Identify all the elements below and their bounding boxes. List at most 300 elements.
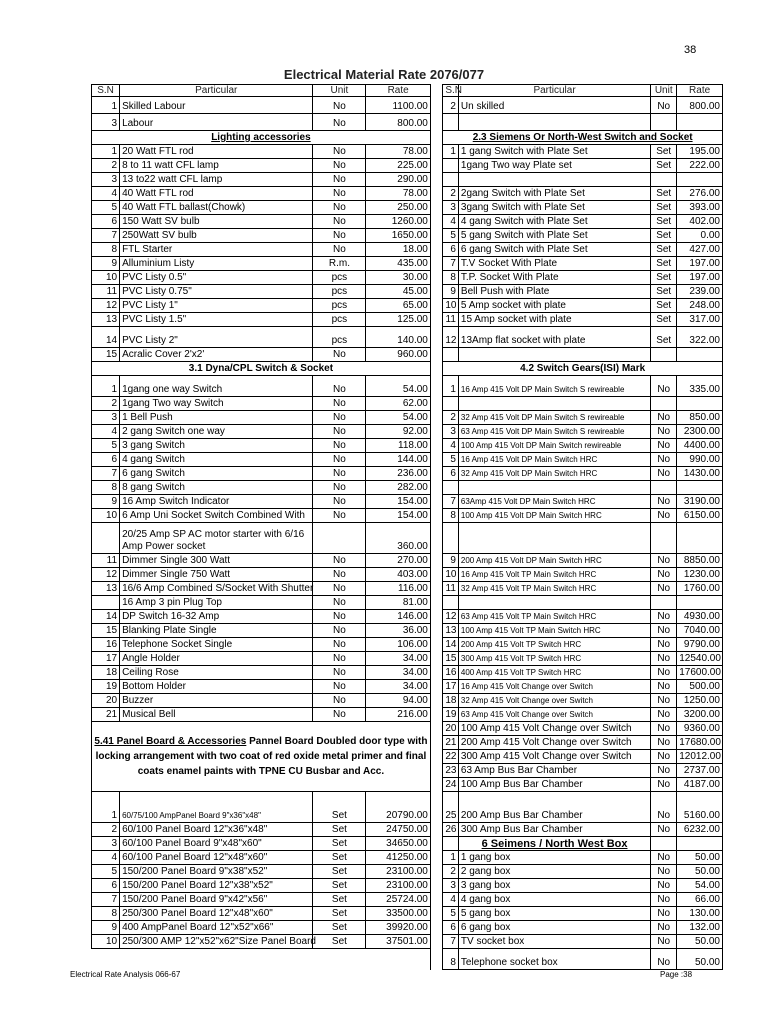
left-particular-cell: Ceiling Rose xyxy=(120,666,313,680)
left-rate-cell: 62.00 xyxy=(366,397,430,411)
right-rate-cell xyxy=(677,596,723,610)
column-gap xyxy=(430,879,442,893)
right-rate-cell xyxy=(677,481,723,495)
right-rate-cell: 7040.00 xyxy=(677,624,723,638)
column-gap xyxy=(430,229,442,243)
right-sn-cell xyxy=(443,173,459,187)
left-particular-cell: 60/100 Panel Board 9"x48"x60" xyxy=(120,837,313,851)
left-particular-cell: Blanking Plate Single xyxy=(120,624,313,638)
right-header-unit: Unit xyxy=(651,85,677,97)
right-sn-cell: 3 xyxy=(443,201,459,215)
right-unit-cell xyxy=(651,596,677,610)
left-sn-cell: 9 xyxy=(92,495,120,509)
left-empty xyxy=(92,949,431,970)
right-sn-cell: 4 xyxy=(443,215,459,229)
right-particular-cell: 63 Amp 415 Volt DP Main Switch S rewireable xyxy=(458,425,650,439)
table-row xyxy=(92,509,723,523)
right-sn-cell: 21 xyxy=(443,736,459,750)
right-rate-cell: 1430.00 xyxy=(677,467,723,481)
right-particular-cell: 13Amp flat socket with plate xyxy=(458,327,650,348)
right-unit-cell: No xyxy=(651,907,677,921)
left-rate-cell: 154.00 xyxy=(366,509,430,523)
right-rate-cell: 50.00 xyxy=(677,949,723,970)
left-rate-cell: 140.00 xyxy=(366,327,430,348)
right-sn-cell: 13 xyxy=(443,624,459,638)
column-gap xyxy=(430,624,442,638)
right-rate-cell: 1230.00 xyxy=(677,568,723,582)
left-rate-cell: 36.00 xyxy=(366,624,430,638)
right-particular-cell xyxy=(458,173,650,187)
table-row xyxy=(92,680,723,694)
left-unit-cell: No xyxy=(313,652,366,666)
table-row xyxy=(92,285,723,299)
left-particular-cell: 13 to22 watt CFL lamp xyxy=(120,173,313,187)
left-particular-cell: PVC Listy 0.75" xyxy=(120,285,313,299)
right-sn-cell: 12 xyxy=(443,327,459,348)
left-unit-cell: pcs xyxy=(313,327,366,348)
right-sn-cell: 2 xyxy=(443,411,459,425)
left-unit-cell: No xyxy=(313,114,366,131)
left-particular-cell: 4 gang Switch xyxy=(120,453,313,467)
left-particular-cell: Labour xyxy=(120,114,313,131)
left-sn-cell: 10 xyxy=(92,935,120,949)
table-row xyxy=(92,582,723,596)
right-unit-cell: No xyxy=(651,823,677,837)
column-gap xyxy=(430,509,442,523)
right-particular-cell xyxy=(458,397,650,411)
right-sn-cell: 10 xyxy=(443,568,459,582)
right-sn-cell: 5 xyxy=(443,907,459,921)
footer-right: Page :38 xyxy=(660,970,693,979)
right-sn-cell: 12 xyxy=(443,610,459,624)
right-rate-cell: 197.00 xyxy=(677,271,723,285)
table-row xyxy=(92,257,723,271)
left-rate-cell: 33500.00 xyxy=(366,907,430,921)
right-rate-cell: 197.00 xyxy=(677,257,723,271)
right-unit-cell: Set xyxy=(651,215,677,229)
right-sn-cell: 6 xyxy=(443,467,459,481)
table-row xyxy=(92,935,723,949)
right-particular-cell xyxy=(458,114,650,131)
left-rate-cell: 960.00 xyxy=(366,348,430,362)
column-gap xyxy=(430,159,442,173)
left-sn-cell: 2 xyxy=(92,823,120,837)
right-particular-cell: 1 gang Switch with Plate Set xyxy=(458,145,650,159)
right-rate-cell: 1250.00 xyxy=(677,694,723,708)
left-particular-cell: 6 Amp Uni Socket Switch Combined With xyxy=(120,509,313,523)
right-unit-cell: No xyxy=(651,694,677,708)
table-row xyxy=(92,554,723,568)
left-unit-cell: No xyxy=(313,666,366,680)
table-row xyxy=(92,376,723,397)
left-particular-cell: Musical Bell xyxy=(120,708,313,722)
left-rate-cell: 78.00 xyxy=(366,187,430,201)
table-row xyxy=(92,949,723,970)
left-rate-cell: 45.00 xyxy=(366,285,430,299)
right-particular-cell: 100 Amp 415 Volt DP Main Switch HRC xyxy=(458,509,650,523)
left-rate-cell: 25724.00 xyxy=(366,893,430,907)
right-unit-cell: Set xyxy=(651,271,677,285)
left-unit-cell: No xyxy=(313,229,366,243)
column-gap xyxy=(430,792,442,823)
column-gap xyxy=(430,348,442,362)
right-unit-cell: No xyxy=(651,568,677,582)
left-rate-cell: 23100.00 xyxy=(366,865,430,879)
right-particular-cell: 200 Amp Bus Bar Chamber xyxy=(458,792,650,823)
left-unit-cell: pcs xyxy=(313,299,366,313)
right-sn-cell: 7 xyxy=(443,257,459,271)
left-unit-cell: Set xyxy=(313,879,366,893)
left-rate-cell: 18.00 xyxy=(366,243,430,257)
table-row xyxy=(92,313,723,327)
right-rate-cell: 1760.00 xyxy=(677,582,723,596)
left-sn-cell: 4 xyxy=(92,851,120,865)
table-row xyxy=(92,425,723,439)
right-header-particular: Particular xyxy=(458,85,650,97)
left-unit-cell: No xyxy=(313,97,366,114)
left-rate-cell: 1260.00 xyxy=(366,215,430,229)
right-particular-cell xyxy=(458,481,650,495)
right-unit-cell: Set xyxy=(651,187,677,201)
right-unit-cell: Set xyxy=(651,145,677,159)
left-rate-cell: 360.00 xyxy=(366,523,430,554)
left-rate-cell: 106.00 xyxy=(366,638,430,652)
right-rate-cell: 6232.00 xyxy=(677,823,723,837)
left-sn-cell: 2 xyxy=(92,397,120,411)
right-rate-cell: 50.00 xyxy=(677,865,723,879)
left-particular-cell: Telephone Socket Single xyxy=(120,638,313,652)
right-particular-cell: 6 gang box xyxy=(458,921,650,935)
left-rate-cell: 65.00 xyxy=(366,299,430,313)
right-particular-cell: 16 Amp 415 Volt DP Main Switch HRC xyxy=(458,453,650,467)
right-unit-cell: No xyxy=(651,425,677,439)
column-gap xyxy=(430,411,442,425)
left-unit-cell: No xyxy=(313,411,366,425)
left-rate-cell: 1650.00 xyxy=(366,229,430,243)
right-particular-cell: TV socket box xyxy=(458,935,650,949)
right-particular-cell: 200 Amp 415 Volt DP Main Switch HRC xyxy=(458,554,650,568)
left-unit-cell: R.m. xyxy=(313,257,366,271)
column-gap xyxy=(430,851,442,865)
table-row xyxy=(92,596,723,610)
right-sn-cell: 15 xyxy=(443,652,459,666)
column-gap xyxy=(430,568,442,582)
rate-table xyxy=(91,84,723,970)
column-gap xyxy=(430,131,442,145)
column-gap xyxy=(430,554,442,568)
left-unit-cell: No xyxy=(313,568,366,582)
left-particular-cell: 150/200 Panel Board 12"x38"x52" xyxy=(120,879,313,893)
right-unit-cell: Set xyxy=(651,159,677,173)
column-gap xyxy=(430,907,442,921)
right-rate-cell: 3200.00 xyxy=(677,708,723,722)
left-particular-cell: PVC Listy 2" xyxy=(120,327,313,348)
right-rate-cell: 50.00 xyxy=(677,935,723,949)
right-sn-cell: 1 xyxy=(443,376,459,397)
left-particular-cell: 16 Amp 3 pin Plug Top xyxy=(120,596,313,610)
left-sn-cell: 15 xyxy=(92,624,120,638)
right-rate-cell: 12540.00 xyxy=(677,652,723,666)
left-particular-cell: 60/75/100 AmpPanel Board 9"x36"x48" xyxy=(120,792,313,823)
right-unit-cell: Set xyxy=(651,313,677,327)
right-rate-cell: 317.00 xyxy=(677,313,723,327)
left-unit-cell: Set xyxy=(313,823,366,837)
right-rate-cell: 9790.00 xyxy=(677,638,723,652)
left-sn-cell: 5 xyxy=(92,865,120,879)
right-rate-cell: 402.00 xyxy=(677,215,723,229)
right-unit-cell: No xyxy=(651,764,677,778)
table-row xyxy=(92,495,723,509)
right-particular-cell: 63Amp 415 Volt DP Main Switch HRC xyxy=(458,495,650,509)
left-particular-cell: 150 Watt SV bulb xyxy=(120,215,313,229)
right-unit-cell: No xyxy=(651,610,677,624)
right-unit-cell: No xyxy=(651,624,677,638)
left-header-rate: Rate xyxy=(366,85,430,97)
left-particular-cell: 40 Watt FTL rod xyxy=(120,187,313,201)
right-particular-cell: 200 Amp 415 Volt TP Switch HRC xyxy=(458,638,650,652)
right-unit-cell xyxy=(651,114,677,131)
section-heading-right: 4.2 Switch Gears(ISI) Mark xyxy=(443,362,723,376)
left-rate-cell: 39920.00 xyxy=(366,921,430,935)
left-unit-cell: Set xyxy=(313,921,366,935)
right-particular-cell xyxy=(458,348,650,362)
right-particular-cell: 3gang Switch with Plate Set xyxy=(458,201,650,215)
column-gap xyxy=(430,523,442,554)
left-particular-cell: 40 Watt FTL ballast(Chowk) xyxy=(120,201,313,215)
footer-left: Electrical Rate Analysis 066-67 xyxy=(70,970,181,979)
left-unit-cell: No xyxy=(313,596,366,610)
left-unit-cell: No xyxy=(313,348,366,362)
left-sn-cell: 6 xyxy=(92,453,120,467)
right-unit-cell: No xyxy=(651,893,677,907)
right-unit-cell xyxy=(651,523,677,554)
left-rate-cell: 216.00 xyxy=(366,708,430,722)
right-sn-cell: 16 xyxy=(443,666,459,680)
right-sn-cell: 6 xyxy=(443,243,459,257)
left-unit-cell: No xyxy=(313,376,366,397)
left-sn-cell: 3 xyxy=(92,411,120,425)
left-particular-cell: Bottom Holder xyxy=(120,680,313,694)
column-gap xyxy=(430,187,442,201)
left-rate-cell: 154.00 xyxy=(366,495,430,509)
section-heading-right: 6 Seimens / North West Box xyxy=(458,837,650,851)
left-sn-cell: 13 xyxy=(92,582,120,596)
left-unit-cell: No xyxy=(313,624,366,638)
right-particular-cell: T.P. Socket With Plate xyxy=(458,271,650,285)
left-rate-cell: 30.00 xyxy=(366,271,430,285)
right-particular-cell: 400 Amp 415 Volt TP Switch HRC xyxy=(458,666,650,680)
right-sn-cell: 2 xyxy=(443,97,459,114)
column-gap xyxy=(430,201,442,215)
column-gap xyxy=(430,299,442,313)
right-particular-cell: 100 Amp Bus Bar Chamber xyxy=(458,778,650,792)
right-sn-cell: 7 xyxy=(443,935,459,949)
left-particular-cell: 3 gang Switch xyxy=(120,439,313,453)
left-unit-cell: No xyxy=(313,481,366,495)
left-rate-cell: 20790.00 xyxy=(366,792,430,823)
column-gap xyxy=(430,376,442,397)
left-rate-cell: 37501.00 xyxy=(366,935,430,949)
column-gap xyxy=(430,495,442,509)
column-gap xyxy=(430,145,442,159)
right-rate-cell: 0.00 xyxy=(677,229,723,243)
left-sn-cell: 1 xyxy=(92,376,120,397)
right-sn-cell: 26 xyxy=(443,823,459,837)
right-sn-cell: 8 xyxy=(443,271,459,285)
left-sn-cell: 7 xyxy=(92,467,120,481)
right-unit-cell: Set xyxy=(651,257,677,271)
right-sn-cell xyxy=(443,837,459,851)
section-row xyxy=(92,131,723,145)
left-unit-cell: No xyxy=(313,453,366,467)
right-unit-cell: Set xyxy=(651,243,677,257)
left-sn-cell: 1 xyxy=(92,792,120,823)
right-rate-cell: 322.00 xyxy=(677,327,723,348)
table-row xyxy=(92,893,723,907)
left-rate-cell: 403.00 xyxy=(366,568,430,582)
column-gap xyxy=(430,666,442,680)
right-particular-cell: 16 Amp 415 Volt DP Main Switch S rewireable xyxy=(458,376,650,397)
column-gap xyxy=(430,481,442,495)
right-rate-cell: 4187.00 xyxy=(677,778,723,792)
column-gap xyxy=(430,453,442,467)
table-row xyxy=(92,523,723,554)
right-particular-cell: 4 gang Switch with Plate Set xyxy=(458,215,650,229)
right-sn-cell: 17 xyxy=(443,680,459,694)
column-gap xyxy=(430,694,442,708)
left-rate-cell: 34.00 xyxy=(366,666,430,680)
right-sn-cell: 23 xyxy=(443,764,459,778)
left-unit-cell: Set xyxy=(313,837,366,851)
right-unit-cell: No xyxy=(651,652,677,666)
left-rate-cell: 116.00 xyxy=(366,582,430,596)
left-sn-cell: 20 xyxy=(92,694,120,708)
left-particular-cell: 250/300 Panel Board 12"x48"x60" xyxy=(120,907,313,921)
left-unit-cell: No xyxy=(313,145,366,159)
right-unit-cell: Set xyxy=(651,285,677,299)
right-unit-cell xyxy=(651,348,677,362)
table-row xyxy=(92,921,723,935)
right-rate-cell xyxy=(677,523,723,554)
left-sn-cell: 10 xyxy=(92,271,120,285)
right-unit-cell: No xyxy=(651,376,677,397)
left-sn-cell: 14 xyxy=(92,610,120,624)
right-unit-cell: No xyxy=(651,666,677,680)
right-rate-cell: 66.00 xyxy=(677,893,723,907)
left-sn-cell: 6 xyxy=(92,215,120,229)
left-header-sn: S.N xyxy=(92,85,120,97)
left-rate-cell: 78.00 xyxy=(366,145,430,159)
table-row xyxy=(92,865,723,879)
table-row xyxy=(92,792,723,823)
right-sn-cell: 11 xyxy=(443,582,459,596)
right-unit-cell: Set xyxy=(651,229,677,243)
section-heading-left: 3.1 Dyna/CPL Switch & Socket xyxy=(92,362,431,376)
left-rate-cell: 54.00 xyxy=(366,376,430,397)
right-rate-cell: 4400.00 xyxy=(677,439,723,453)
right-sn-cell xyxy=(443,596,459,610)
right-particular-cell xyxy=(458,596,650,610)
table-row xyxy=(92,114,723,131)
right-rate-cell: 54.00 xyxy=(677,879,723,893)
right-particular-cell: 63 Amp 415 Volt Change over Switch xyxy=(458,708,650,722)
right-rate-cell: 335.00 xyxy=(677,376,723,397)
left-unit-cell: Set xyxy=(313,865,366,879)
left-particular-cell: 1gang one way Switch xyxy=(120,376,313,397)
left-particular-cell: Buzzer xyxy=(120,694,313,708)
right-particular-cell: 300 Amp 415 Volt TP Switch HRC xyxy=(458,652,650,666)
left-particular-cell: 20/25 Amp SP AC motor starter with 6/16 Amp Power socket xyxy=(120,523,313,554)
right-unit-cell: No xyxy=(651,722,677,736)
left-rate-cell: 800.00 xyxy=(366,114,430,131)
left-rate-cell: 81.00 xyxy=(366,596,430,610)
right-sn-cell: 22 xyxy=(443,750,459,764)
right-sn-cell xyxy=(443,523,459,554)
section-heading-right: 2.3 Siemens Or North-West Switch and Socket xyxy=(443,131,723,145)
left-sn-cell: 8 xyxy=(92,481,120,495)
right-rate-cell: 9360.00 xyxy=(677,722,723,736)
left-particular-cell: Acralic Cover 2'x2' xyxy=(120,348,313,362)
right-unit-cell: Set xyxy=(651,299,677,313)
left-particular-cell: 1 Bell Push xyxy=(120,411,313,425)
left-particular-cell: 60/100 Panel Board 12"x48"x60" xyxy=(120,851,313,865)
left-particular-cell: 400 AmpPanel Board 12"x52"x66" xyxy=(120,921,313,935)
right-particular-cell: 6 gang Switch with Plate Set xyxy=(458,243,650,257)
column-gap xyxy=(430,921,442,935)
left-unit-cell: pcs xyxy=(313,313,366,327)
right-rate-cell: 50.00 xyxy=(677,851,723,865)
left-rate-cell: 225.00 xyxy=(366,159,430,173)
left-unit-cell: No xyxy=(313,243,366,257)
right-unit-cell: No xyxy=(651,935,677,949)
left-particular-cell: 16/6 Amp Combined S/Socket With Shutter xyxy=(120,582,313,596)
right-rate-cell: 248.00 xyxy=(677,299,723,313)
left-rate-cell: 290.00 xyxy=(366,173,430,187)
left-rate-cell: 250.00 xyxy=(366,201,430,215)
right-unit-cell xyxy=(651,173,677,187)
column-gap xyxy=(430,85,442,97)
left-sn-cell: 8 xyxy=(92,907,120,921)
right-particular-cell: T.V Socket With Plate xyxy=(458,257,650,271)
left-sn-cell: 2 xyxy=(92,159,120,173)
left-rate-cell: 282.00 xyxy=(366,481,430,495)
left-rate-cell: 146.00 xyxy=(366,610,430,624)
table-row xyxy=(92,348,723,362)
column-gap xyxy=(430,652,442,666)
column-gap xyxy=(430,596,442,610)
right-rate-cell: 500.00 xyxy=(677,680,723,694)
column-gap xyxy=(430,935,442,949)
right-particular-cell: 5 gang Switch with Plate Set xyxy=(458,229,650,243)
left-unit-cell: Set xyxy=(313,851,366,865)
left-sn-cell: 15 xyxy=(92,348,120,362)
table-row xyxy=(92,243,723,257)
right-unit-cell xyxy=(651,481,677,495)
left-particular-cell: Dimmer Single 300 Watt xyxy=(120,554,313,568)
right-particular-cell: 2 gang box xyxy=(458,865,650,879)
left-particular-cell: PVC Listy 1" xyxy=(120,299,313,313)
left-sn-cell: 12 xyxy=(92,568,120,582)
right-unit-cell: No xyxy=(651,582,677,596)
left-rate-cell: 435.00 xyxy=(366,257,430,271)
right-rate-cell: 990.00 xyxy=(677,453,723,467)
right-rate-cell xyxy=(677,114,723,131)
left-rate-cell: 118.00 xyxy=(366,439,430,453)
right-sn-cell: 7 xyxy=(443,495,459,509)
left-particular-cell: 1gang Two way Switch xyxy=(120,397,313,411)
table-row xyxy=(92,851,723,865)
left-sn-cell: 14 xyxy=(92,327,120,348)
